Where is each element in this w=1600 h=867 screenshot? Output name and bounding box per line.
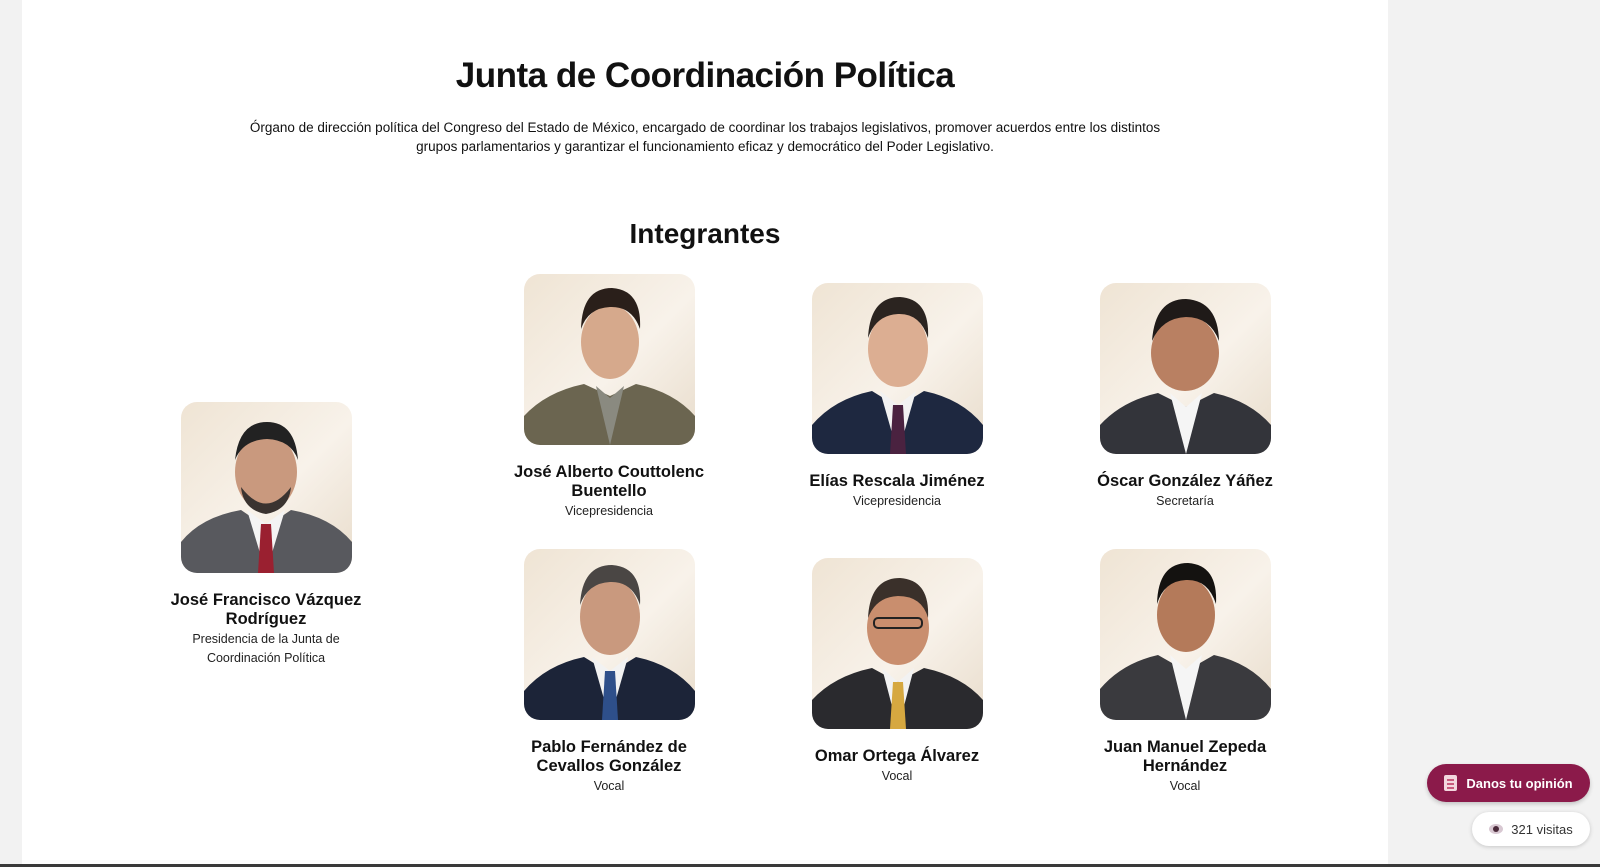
member-role: Presidencia de la Junta de Coordinación Política [192, 632, 340, 665]
person-avatar-icon [1100, 283, 1271, 454]
member-photo [812, 558, 983, 729]
member-photo [181, 402, 352, 573]
visits-label: 321 visitas [1511, 821, 1573, 837]
member-photo [1100, 283, 1271, 454]
member-card[interactable] [156, 402, 376, 668]
visits-counter [1472, 812, 1590, 846]
member-card[interactable] [1075, 549, 1295, 796]
member-card[interactable] [499, 549, 719, 796]
member-name: Juan Manuel Zepeda Hernández [1103, 738, 1267, 775]
member-role: Vicepresidencia [852, 494, 942, 508]
person-avatar-icon [812, 558, 983, 729]
eye-icon [1489, 824, 1503, 834]
feedback-label: Danos tu opinión [1466, 775, 1573, 791]
member-photo [812, 283, 983, 454]
member-name: José Alberto Couttolenc Buentello [513, 463, 705, 500]
section-title-integrantes: Integrantes [629, 218, 781, 249]
person-avatar-icon [524, 549, 695, 720]
member-role: Vocal [1169, 779, 1201, 793]
member-name: Elías Rescala Jiménez [809, 472, 985, 490]
document-icon [1444, 775, 1457, 791]
member-role: Secretaría [1156, 494, 1214, 508]
page-description: Órgano de dirección política del Congreso del Estado de México, encargado de coordinar los trabajos legislativos, promover acuerdos entre los distintos grupos parlamentarios y garantizar el funcionamiento eficaz y democrático del Poder Legislativo. [249, 120, 1161, 154]
page-title: Junta de Coordinación Política [455, 56, 955, 95]
member-photo [1100, 549, 1271, 720]
member-name: José Francisco Vázquez Rodríguez [170, 591, 362, 628]
member-role: Vocal [593, 779, 625, 793]
main-content [22, 0, 1388, 867]
person-avatar-icon [812, 283, 983, 454]
member-card[interactable] [787, 558, 1007, 786]
member-role: Vicepresidencia [564, 504, 654, 518]
member-card[interactable] [787, 283, 1007, 511]
member-name: Pablo Fernández de Cevallos González [531, 738, 687, 775]
member-card[interactable] [1075, 283, 1295, 511]
person-avatar-icon [524, 274, 695, 445]
person-avatar-icon [181, 402, 352, 573]
member-role: Vocal [881, 769, 913, 783]
member-card[interactable] [499, 274, 719, 521]
member-photo [524, 274, 695, 445]
member-name: Óscar González Yáñez [1097, 472, 1273, 490]
person-avatar-icon [1100, 549, 1271, 720]
feedback-button[interactable] [1427, 764, 1590, 802]
member-name: Omar Ortega Álvarez [814, 747, 980, 765]
member-photo [524, 549, 695, 720]
